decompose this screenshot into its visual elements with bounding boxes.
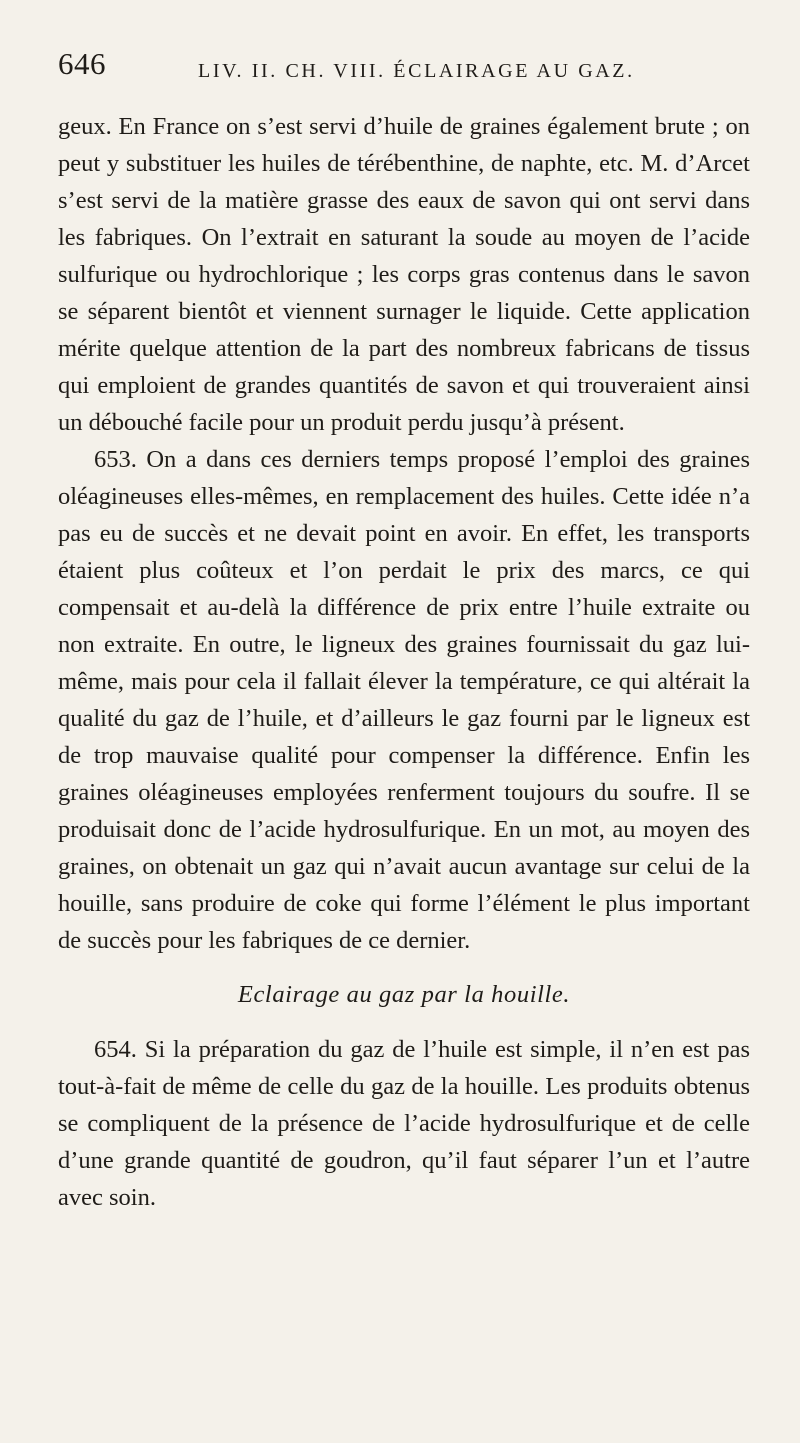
book-page [58,38,750,1216]
body-text [58,108,750,1216]
paragraph-653: 653. On a dans ces derniers temps proposé l’emploi des graines oléagineuses elles-mêmes, en remplacement des huiles. Cette idée n’a pas eu de succès et ne devait point en avoir. En effet, les transports étaient plus coûteux et l’on perdait le prix des marcs, ce qui compensait et au-delà la différence de prix entre l’huile extraite ou non extraite. En outre, le ligneux des graines fournissait du gaz lui-même, mais pour cela il fallait élever la température, ce qui altérait la qualité du gaz de l’huile, et d’ailleurs le gaz fourni par le ligneux est de trop mauvaise qualité pour compenser la différence. Enfin les graines oléagineuses employées renferment toujours du soufre. Il se produisait donc de l’acide hydrosulfurique. En un mot, au moyen des graines, on obtenait un gaz qui n’avait aucun avantage sur celui de la houille, sans produire de coke qui forme l’élément le plus important de succès pour les fabriques de ce dernier. [58,446,750,954]
paragraph-continued: geux. En France on s’est servi d’huile de graines également brute ; on peut y substituer les huiles de térébenthine, de naphte, etc. M. d’Arcet s’est servi de la matière grasse des eaux de savon qui ont servi dans les fabriques. On l’extrait en saturant la soude au moyen de l’acide sulfurique ou hydrochlorique ; les corps gras contenus dans le savon se séparent bientôt et viennent surnager le liquide. Cette application mérite quelque attention de la part des nombreux fabricans de tissus qui emploient de grandes quantités de savon et qui trouveraient ainsi un débouché facile pour un produit perdu jusqu’à présent. [58,113,750,436]
page-number: 646 [58,46,106,81]
running-head-title: LIV. II. CH. VIII. ÉCLAIRAGE AU GAZ. [198,60,635,82]
running-head [58,38,750,108]
paragraph-654: 654. Si la préparation du gaz de l’huile est simple, il n’en est pas tout-à-fait de même de celle du gaz de la houille. Les produits obtenus se compliquent de la présence de l’acide hydrosulfurique et de celle d’une grande quantité de goudron, qu’il faut séparer l’un et l’autre avec soin. [58,1036,750,1211]
section-heading: Eclairage au gaz par la houille. [237,981,571,1008]
